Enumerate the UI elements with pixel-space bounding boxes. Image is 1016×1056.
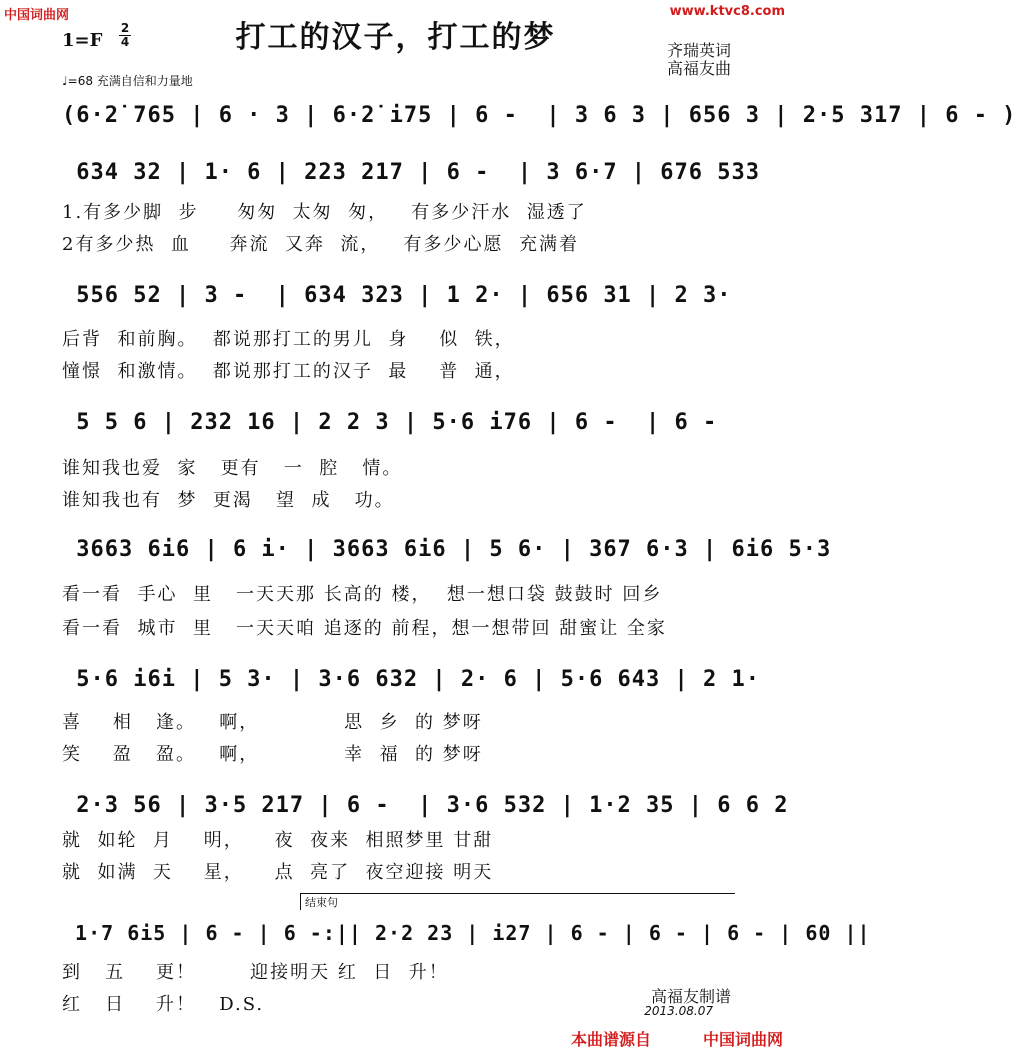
- notes-row-5: 5·6 i6i | 5 3· | 3·6 632 | 2· 6 | 5·6 643 | 2 1·: [62, 667, 761, 692]
- score-row-6: [62, 778, 789, 818]
- lyric-row-4-verse-1: 看一看 手心 里 一天天那 长高的 楼， 想一想口袋 鼓鼓时 回乡: [62, 584, 663, 605]
- tempo-marking: ♩=68 充满自信和力量地: [62, 74, 193, 88]
- lyric-row-1-verse-2: 2有多少热 血 奔流 又奔 流， 有多少心愿 充满着: [62, 234, 579, 255]
- score-row-2: [62, 268, 742, 308]
- notes-row-7: 1·7 6i5 | 6 - | 6 -:|| 2·2 23 | i27 | 6 - | 6 - | 6 - | 60 ||: [62, 921, 871, 945]
- time-signature: [118, 22, 132, 49]
- score-row-5: [62, 652, 761, 692]
- composer-credit: 高福友曲: [666, 59, 731, 78]
- transcription-date: 2013.08.07: [644, 1004, 713, 1018]
- score-row-4: [62, 522, 832, 562]
- watermark-right: www.ktvc8.com: [669, 4, 785, 19]
- lyric-row-5-verse-1: 喜 相 逢。 啊， 思 乡 的 梦呀: [62, 712, 483, 733]
- meter-top: 2: [120, 21, 130, 35]
- notes-row-4: 3663 6i6 | 6 i· | 3663 6i6 | 5 6· | 367 6·3 | 6i6 5·3: [62, 537, 832, 562]
- watermark-left: 中国词曲网: [4, 8, 70, 23]
- footer-site[interactable]: 中国词曲网: [702, 1030, 783, 1049]
- lyric-row-3-verse-2: 谁知我也有 梦 更渴 望 成 功。: [62, 490, 395, 511]
- lyric-row-1-verse-1: 1.有多少脚 步 匆匆 太匆 匆， 有多少汗水 湿透了: [62, 202, 587, 223]
- lyric-row-6-verse-2: 就 如满 天 星， 点 亮了 夜空迎接 明天: [62, 862, 494, 883]
- notes-row-1: 634 32 | 1· 6 | 223 217 | 6 - | 3 6·7 | 676 533: [62, 160, 761, 185]
- lyric-row-2-verse-1: 后背 和前胸。 都说那打工的男儿 身 似 铁，: [62, 329, 515, 350]
- notes-row-2: 556 52 | 3 - | 634 323 | 1 2· | 656 31 | 2 3·: [62, 283, 732, 308]
- footer-source: 本曲谱源自: [570, 1030, 651, 1049]
- notes-row-3: 5 5 6 | 232 16 | 2 2 3 | 5·6 i76 | 6 - | 6 -: [62, 410, 718, 435]
- score-row-7: [62, 905, 871, 945]
- lyric-row-7-verse-1: 到 五 更！ 迎接明天 红 日 升！: [62, 962, 449, 983]
- song-title: 打工的汉子，打工的梦: [235, 20, 556, 55]
- lyric-row-3-verse-1: 谁知我也爱 家 更有 一 腔 情。: [62, 458, 403, 479]
- ending-bracket: 结束句: [300, 893, 735, 910]
- score-row-0: [62, 88, 1016, 128]
- meter-bottom: 4: [120, 35, 130, 49]
- notes-row-0: (6·2̇ 765 | 6 · 3 | 6·2̇ i75 | 6 - | 3 6 3 | 656 3 | 2·5 317 | 6 - ): [62, 103, 1016, 128]
- notes-row-6: 2·3 56 | 3·5 217 | 6 - | 3·6 532 | 1·2 35 | 6 6 2: [62, 793, 789, 818]
- score-row-3: [62, 395, 742, 435]
- lyric-row-5-verse-2: 笑 盈 盈。 啊， 幸 福 的 梦呀: [62, 744, 483, 765]
- lyric-row-4-verse-2: 看一看 城市 里 一天天咱 追逐的 前程，想一想带回 甜蜜让 全家: [62, 618, 667, 639]
- key-signature: 1=F: [62, 30, 103, 51]
- lyric-row-7-verse-2: 红 日 升！ D.S.: [62, 994, 265, 1015]
- lyric-row-2-verse-2: 憧憬 和激情。 都说那打工的汉子 最 普 通，: [62, 361, 515, 382]
- lyric-row-6-verse-1: 就 如轮 月 明， 夜 夜来 相照梦里 甘甜: [62, 830, 494, 851]
- lyricist-credit: 齐瑞英词: [666, 41, 731, 60]
- transcriber-credit: 高福友制谱: [650, 987, 731, 1006]
- score-row-1: [62, 145, 761, 185]
